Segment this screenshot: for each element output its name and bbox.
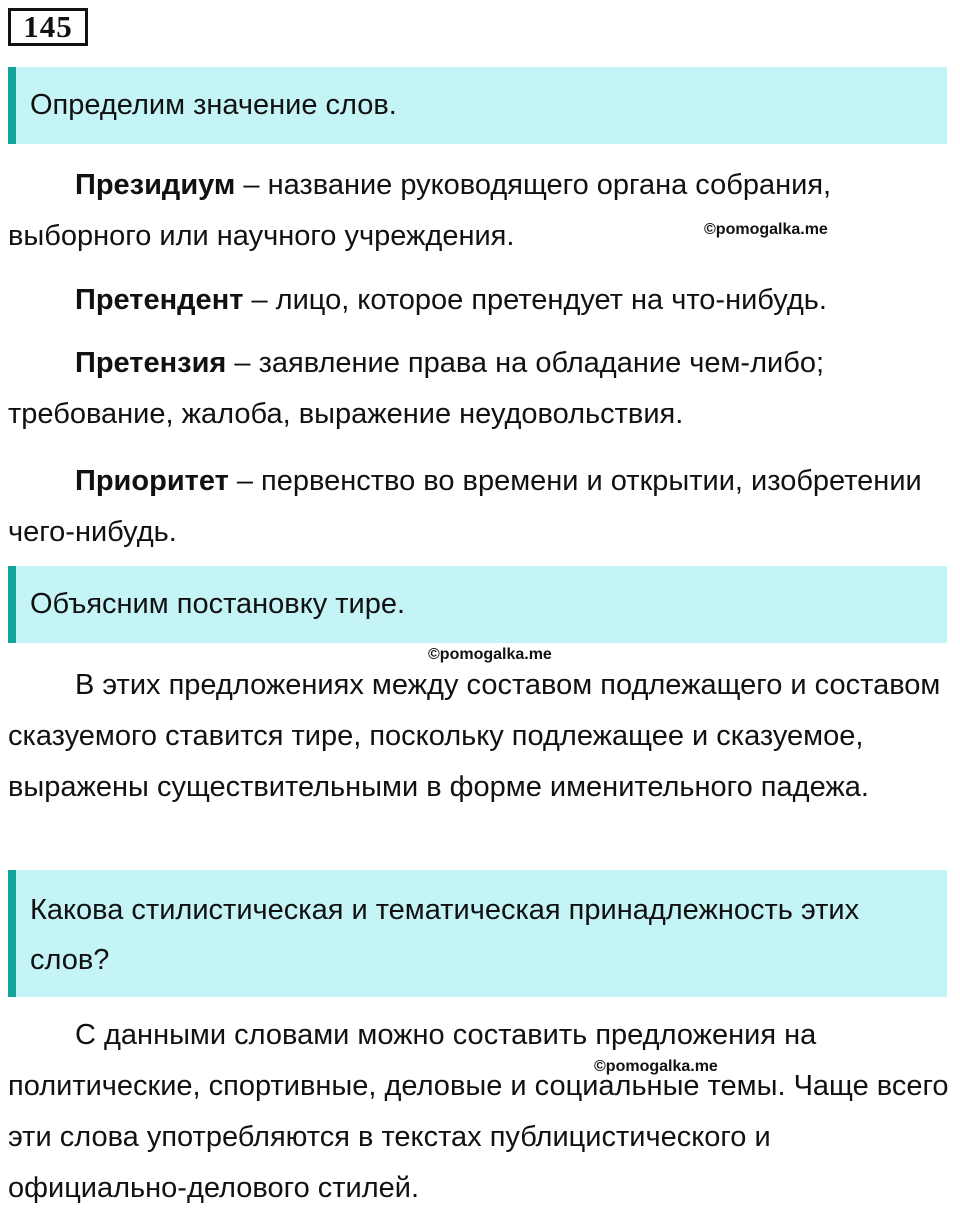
definition-text: – лицо, которое претендует на что-нибудь. <box>243 284 827 316</box>
definition-prioritet <box>8 456 953 558</box>
section-heading-text: Какова стилистическая и тематическая принадлежность этих слов? <box>30 894 860 976</box>
paragraph-style-answer <box>8 1010 953 1214</box>
definition-term: Претензия <box>75 347 227 379</box>
definition-prezidium <box>8 160 953 262</box>
watermark: ©pomogalka.me <box>594 1058 718 1075</box>
task-number: 145 <box>23 9 73 44</box>
definition-text: – название руководящего органа собрания, выборного или научного учреждения. <box>8 169 832 252</box>
definition-term: Приоритет <box>75 465 229 497</box>
paragraph-text: В этих предложениях между составом подлежащего и составом сказуемого ставится тире, поскольку подлежащее и сказуемое, выражены существительными в форме именительного падежа. <box>8 669 941 803</box>
paragraph-text: С данными словами можно составить предложения на политические, спортивные, деловые и социальные темы. Чаще всего эти слова употребляются в текстах публицистического и официально-делового стилей. <box>8 1019 949 1204</box>
section-heading-style <box>8 870 947 997</box>
definition-term: Президиум <box>75 169 236 201</box>
watermark: ©pomogalka.me <box>704 221 828 238</box>
section-heading-text: Объясним постановку тире. <box>30 588 406 620</box>
watermark: ©pomogalka.me <box>428 646 552 663</box>
definition-text: – заявление права на обладание чем-либо; требование, жалоба, выражение неудовольствия. <box>8 347 824 430</box>
section-heading-dash <box>8 566 947 643</box>
definition-term: Претендент <box>75 284 244 316</box>
definition-pretendent <box>8 275 953 326</box>
section-heading-meanings <box>8 67 947 144</box>
definition-text: – первенство во времени и открытии, изобретении чего-нибудь. <box>8 465 922 548</box>
paragraph-dash-explanation <box>8 660 953 813</box>
task-number-box <box>8 8 88 46</box>
definition-pretenziya <box>8 338 953 440</box>
section-heading-text: Определим значение слов. <box>30 89 397 121</box>
